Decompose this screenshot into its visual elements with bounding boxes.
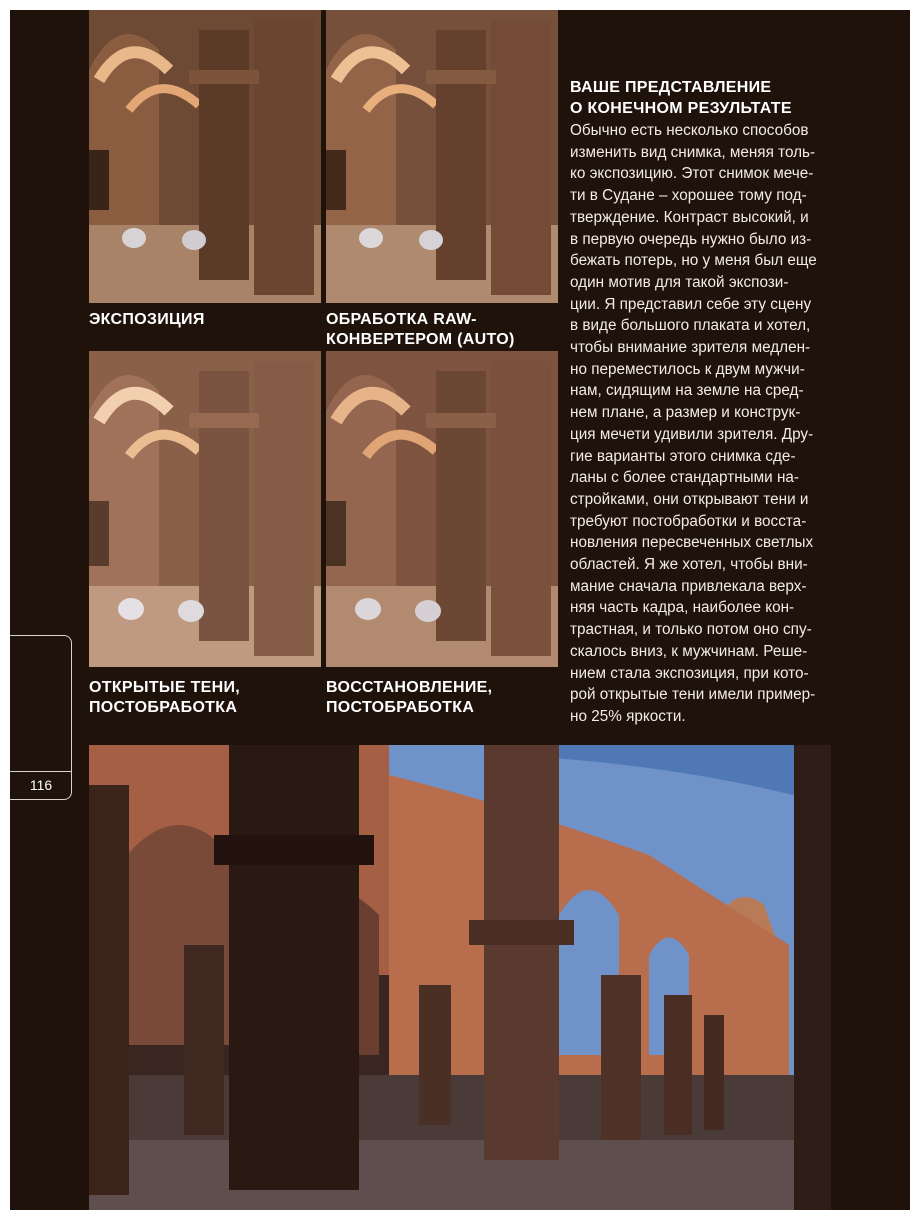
caption-open-shadows bbox=[89, 678, 240, 718]
body-line: один мотив для такой экспози- bbox=[570, 273, 789, 291]
mosque-interior-photo bbox=[326, 10, 558, 303]
caption-recovery bbox=[326, 678, 492, 718]
body-line: ция мечети удивили зрителя. Дру- bbox=[570, 425, 814, 443]
body-line: мание сначала привлекала верх- bbox=[570, 577, 807, 595]
article-heading bbox=[570, 77, 840, 119]
caption-line: ПОСТОБРАБОТКА bbox=[326, 699, 475, 716]
caption-line: ОБРАБОТКА RAW- bbox=[326, 311, 477, 328]
body-line: нем плане, а размер и конструк- bbox=[570, 404, 801, 422]
mosque-interior-photo bbox=[89, 10, 321, 303]
body-line: няя часть кадра, наиболее кон- bbox=[570, 599, 795, 617]
body-line: скалось вниз, к мужчинам. Реше- bbox=[570, 642, 808, 660]
caption-exposure: ЭКСПОЗИЦИЯ bbox=[89, 311, 205, 328]
photo-raw-auto bbox=[326, 10, 558, 303]
body-line: ти в Судане – хорошее тому под- bbox=[570, 187, 807, 205]
body-line: стройками, они открывают тени и bbox=[570, 490, 809, 508]
body-line: в виде большого плаката и хотел, bbox=[570, 317, 811, 335]
body-line: областей. Я же хотел, чтобы вни- bbox=[570, 556, 808, 574]
mosque-arcade-photo bbox=[89, 745, 831, 1210]
body-line: гие варианты этого снимка сде- bbox=[570, 447, 796, 465]
caption-line: ВОССТАНОВЛЕНИЕ, bbox=[326, 679, 493, 696]
body-line: чтобы внимание зрителя медлен- bbox=[570, 339, 811, 357]
caption-line: КОНВЕРТЕРОМ (AUTO) bbox=[326, 331, 515, 348]
heading-line: О КОНЕЧНОМ РЕЗУЛЬТАТЕ bbox=[570, 100, 792, 117]
body-line: рой открытые тени имели пример- bbox=[570, 686, 816, 704]
page-number: 116 bbox=[29, 777, 53, 793]
body-line: но 25% яркости. bbox=[570, 707, 686, 725]
caption-line: ПОСТОБРАБОТКА bbox=[89, 699, 238, 716]
body-line: требуют постобработки и восста- bbox=[570, 512, 807, 530]
body-line: в первую очередь нужно было из- bbox=[570, 230, 812, 248]
article-body bbox=[570, 120, 830, 728]
photo-open-shadows bbox=[89, 351, 321, 667]
photo-exposure bbox=[89, 10, 321, 303]
photo-mosque-large bbox=[89, 745, 831, 1210]
body-line: новления пересвеченных светлых bbox=[570, 534, 814, 552]
photo-recovery bbox=[326, 351, 558, 667]
body-line: нием стала экспозиция, при кото- bbox=[570, 664, 809, 682]
body-line: нам, сидящим на земле на сред- bbox=[570, 382, 804, 400]
body-line: ланы с более стандартными на- bbox=[570, 469, 799, 487]
body-line: бежать потерь, но у меня был еще bbox=[570, 252, 817, 270]
mosque-interior-photo bbox=[326, 351, 558, 667]
body-line: трастная, и только потом оно спу- bbox=[570, 621, 812, 639]
mosque-interior-photo bbox=[89, 351, 321, 667]
body-line: тверждение. Контраст высокий, и bbox=[570, 208, 809, 226]
body-line: ко экспозицию. Этот снимок мече- bbox=[570, 165, 814, 183]
body-line: изменить вид снимка, меняя толь- bbox=[570, 143, 816, 161]
body-line: Обычно есть несколько способов bbox=[570, 122, 809, 139]
caption-raw-auto bbox=[326, 310, 515, 350]
page-tab bbox=[10, 635, 72, 800]
heading-line: ВАШЕ ПРЕДСТАВЛЕНИЕ bbox=[570, 79, 772, 96]
tab-divider bbox=[10, 771, 72, 772]
body-line: ции. Я представил себе эту сцену bbox=[570, 295, 812, 313]
body-line: но переместилось к двум мужчи- bbox=[570, 360, 805, 378]
caption-line: ОТКРЫТЫЕ ТЕНИ, bbox=[89, 679, 241, 696]
